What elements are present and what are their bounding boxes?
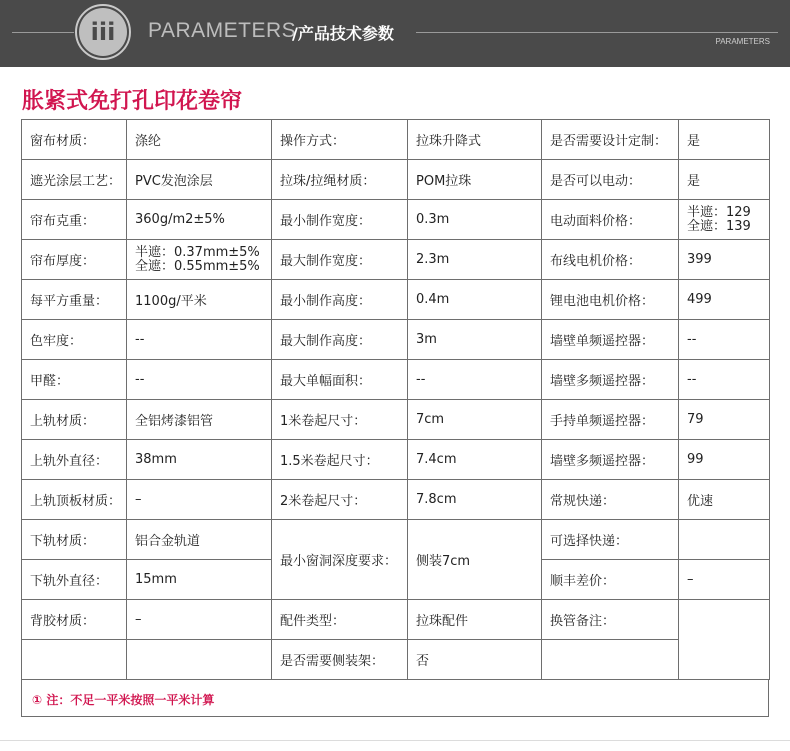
spec-label: 换管备注：: [542, 600, 679, 640]
value-line: 全遮：0.55mm±5%: [135, 258, 260, 274]
spec-value: 是: [679, 120, 770, 160]
spec-label: 布线电机价格：: [542, 240, 679, 280]
spec-label: 最大单幅面积：: [272, 360, 408, 400]
spec-value: 79: [679, 400, 770, 440]
value-line: 全遮：139: [687, 218, 751, 234]
spec-value: [679, 520, 770, 560]
spec-label: 遮光涂层工艺：: [22, 160, 127, 200]
spec-value: 涤纶: [127, 120, 272, 160]
spec-label: 帘布厚度：: [22, 240, 127, 280]
spec-value: 99: [679, 440, 770, 480]
spec-label: 2米卷起尺寸：: [272, 480, 408, 520]
banner-rule-left: [12, 32, 74, 33]
spec-label: 最大制作高度：: [272, 320, 408, 360]
spec-label: 下轨外直径：: [22, 560, 127, 600]
table-row: [22, 160, 770, 200]
spec-label: 每平方重量：: [22, 280, 127, 320]
spec-label: 是否需要侧装架：: [272, 640, 408, 680]
table-row: [22, 600, 770, 640]
spec-label: 背胶材质：: [22, 600, 127, 640]
spec-value: 2.3m: [408, 240, 542, 280]
banner-subtitle: PARAMETERS: [715, 37, 770, 46]
spec-value: 0.3m: [408, 200, 542, 240]
spec-label: 上轨材质：: [22, 400, 127, 440]
spec-value: 0.4m: [408, 280, 542, 320]
spec-value-multiline: [127, 240, 272, 280]
spec-label: 顺丰差价：: [542, 560, 679, 600]
spec-label: 电动面料价格：: [542, 200, 679, 240]
spec-value: 是: [679, 160, 770, 200]
spec-value: 1100g/平米: [127, 280, 272, 320]
table-row: [22, 120, 770, 160]
banner-title-cn: /产品技术参数: [292, 24, 394, 43]
spec-label: 配件类型：: [272, 600, 408, 640]
parameters-banner: [0, 0, 790, 67]
spec-label: 下轨材质：: [22, 520, 127, 560]
spec-label: 常规快递：: [542, 480, 679, 520]
spec-value: 7.8cm: [408, 480, 542, 520]
spec-value: –: [127, 600, 272, 640]
spec-table: [21, 119, 770, 680]
spec-label: 墙壁多频遥控器：: [542, 360, 679, 400]
spec-value: 3m: [408, 320, 542, 360]
spec-label: 1米卷起尺寸：: [272, 400, 408, 440]
spec-value-multiline: [679, 200, 770, 240]
spec-label: 甲醛：: [22, 360, 127, 400]
spec-label: 最大制作宽度：: [272, 240, 408, 280]
spec-value: –: [127, 480, 272, 520]
spec-label: 墙壁单频遥控器：: [542, 320, 679, 360]
spec-value: 拉珠升降式: [408, 120, 542, 160]
spec-label: 是否需要设计定制：: [542, 120, 679, 160]
spec-value: 38mm: [127, 440, 272, 480]
product-heading: 胀紧式免打孔印花卷帘: [22, 89, 243, 114]
spec-label: 1.5米卷起尺寸：: [272, 440, 408, 480]
table-row: [22, 320, 770, 360]
spec-value: 全铝烤漆铝管: [127, 400, 272, 440]
spec-label: 最小制作宽度：: [272, 200, 408, 240]
spec-value: 399: [679, 240, 770, 280]
spec-label: 上轨外直径：: [22, 440, 127, 480]
spec-value: 499: [679, 280, 770, 320]
spec-label: [542, 640, 679, 680]
spec-value: PVC发泡涂层: [127, 160, 272, 200]
table-row: [22, 440, 770, 480]
spec-value: –: [679, 560, 770, 600]
table-row: [22, 480, 770, 520]
spec-value: 360g/m2±5%: [127, 200, 272, 240]
spec-value: POM拉珠: [408, 160, 542, 200]
spec-label: 是否可以电动：: [542, 160, 679, 200]
spec-value: 铝合金轨道: [127, 520, 272, 560]
spec-value: --: [127, 320, 272, 360]
table-row: [22, 520, 770, 560]
note-box: [21, 680, 769, 717]
value-line: 半遮：0.37mm±5%: [135, 244, 260, 260]
spec-value: [127, 640, 272, 680]
spec-value: --: [679, 360, 770, 400]
spec-label: 操作方式：: [272, 120, 408, 160]
banner-rule-right: [416, 32, 778, 33]
spec-value: 7cm: [408, 400, 542, 440]
spec-label: 手持单频遥控器：: [542, 400, 679, 440]
section-badge: iii: [79, 8, 127, 56]
table-row: [22, 240, 770, 280]
spec-label: 最小窗洞深度要求：: [272, 520, 408, 600]
spec-value: [679, 600, 770, 680]
spec-value: --: [127, 360, 272, 400]
banner-title-en: PARAMETERS: [148, 19, 297, 42]
table-row: [22, 280, 770, 320]
spec-label: 拉珠/拉绳材质：: [272, 160, 408, 200]
table-row: [22, 200, 770, 240]
value-line: 半遮：129: [687, 204, 751, 220]
spec-value: 侧装7cm: [408, 520, 542, 600]
spec-label: 墙壁多频遥控器：: [542, 440, 679, 480]
spec-value: 优速: [679, 480, 770, 520]
table-row: [22, 640, 770, 680]
footnote: ① 注：不足一平米按照一平米计算: [32, 693, 215, 707]
spec-label: 锂电池电机价格：: [542, 280, 679, 320]
table-row: [22, 360, 770, 400]
spec-label: 窗布材质：: [22, 120, 127, 160]
spec-value: 否: [408, 640, 542, 680]
spec-label: 可选择快递：: [542, 520, 679, 560]
spec-value: 15mm: [127, 560, 272, 600]
spec-label: [22, 640, 127, 680]
table-row: [22, 400, 770, 440]
spec-value: 拉珠配件: [408, 600, 542, 640]
spec-value: 7.4cm: [408, 440, 542, 480]
spec-label: 色牢度：: [22, 320, 127, 360]
bottom-divider: [0, 740, 790, 741]
spec-label: 上轨顶板材质：: [22, 480, 127, 520]
spec-label: 帘布克重：: [22, 200, 127, 240]
spec-value: --: [679, 320, 770, 360]
spec-value: --: [408, 360, 542, 400]
spec-label: 最小制作高度：: [272, 280, 408, 320]
